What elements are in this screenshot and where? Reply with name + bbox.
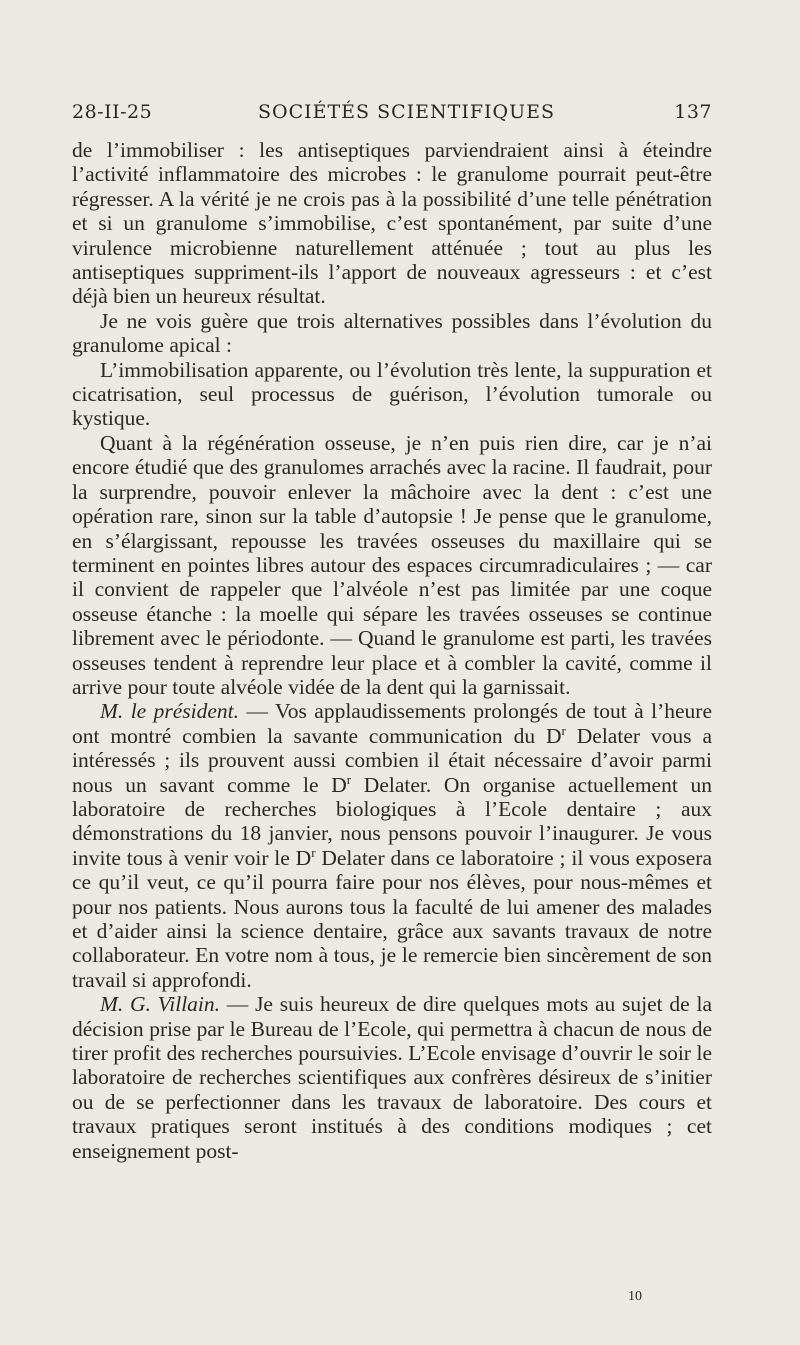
speaker-name: M. G. Villain. [100,992,221,1017]
paragraph [72,431,712,699]
paragraph [72,309,712,358]
paragraph [72,358,712,431]
paragraph [72,138,712,309]
paragraph-text: de l’immobiliser : les antiseptiques parviendraient ainsi à éteindre l’activité inflammatoire des microbes : le granulome pourrait peut-être régresser. A la vérité je ne crois pas à la possibilité d’une telle pénétration et si un granulome s’immobilise, c’est spontanément, par suite d’une virulence microbienne naturellement atténuée ; tout au plus les antiseptiques suppriment-ils l’apport de nouveaux agresseurs : et c’est déjà bien un heureux résultat. [72,138,712,309]
paragraph-text: Je ne vois guère que trois alternatives possibles dans l’évolution du granulome apical : [72,308,712,358]
section-title: SOCIÉTÉS SCIENTIFIQUES [258,101,555,123]
paragraph-text: — Vos applaudissements prolongés de tout à l’heure ont montré combien la savante communication du $D^r$ Delater vous a intéressés ; ils prouvent aussi combien il était nécessaire d’avoir parmi nous un savant comme le $D^r$ Delater. On organise actuellement un laboratoire de recherches biologiques à l’Ecole dentaire ; aux démonstrations du 18 janvier, nous pensons pouvoir l’inaugurer. Je vous invite tous à venir voir le $D^r$ Delater dans ce laboratoire ; il vous exposera ce qu’il veut, ce qu’il pourra faire pour nos élèves, pour nous-mêmes et pour nos patients. Nous aurons tous la faculté de lui amener des malades et d’aider ainsi la science dentaire, grâce aux savants travaux de notre collaborateur. En votre nom à tous, je le remercie bien sincèrement de son travail si approfondi. [72,699,712,992]
body-text [72,138,712,1163]
paragraph-text: L’immobilisation apparente, ou l’évolution très lente, la suppuration et cicatrisation, seul processus de guérison, l’évolution tumorale ou kystique. [72,357,712,431]
paragraph [72,699,712,992]
paragraph-text: — Je suis heureux de dire quelques mots au sujet de la décision prise par le Bureau de l’Ecole, qui permettra à chacun de nous de tirer profit des recherches poursuivies. L’Ecole envisage d’ouvrir le soir le laboratoire de recherches scientifiques aux confrères désireux de s’initier ou de se perfectionner dans les travaux de laboratoire. Des cours et travaux pratiques seront institués à des conditions modiques ; cet enseignement post- [72,992,712,1163]
page-number: 137 [674,101,712,123]
paragraph [72,992,712,1163]
speaker-name: M. le président. [100,699,240,724]
running-head [72,101,712,131]
header-date: 28-II-25 [72,101,153,123]
paragraph-text: Quant à la régénération osseuse, je n’en puis rien dire, car je n’ai encore étudié que des granulomes arrachés avec la racine. Il faudrait, pour la surprendre, pouvoir enlever la mâchoire avec la dent : c’est une opération rare, sinon sur la table d’autopsie ! Je pense que le granulome, en s’élargissant, repousse les travées osseuses du maxillaire qui se terminent en pointes libres autour des espaces circumradiculaires ; — car il convient de rappeler que l’alvéole n’est pas limitée par une coque osseuse étanche : la moelle qui sépare les travées osseuses se continue librement avec le périodonte. — Quand le granulome est parti, les travées osseuses tendent à reprendre leur place et à combler la cavité, comme il arrive pour toute alvéole vidée de la dent qui la garnissait. [72,430,712,699]
signature-mark: 10 [628,1289,642,1304]
